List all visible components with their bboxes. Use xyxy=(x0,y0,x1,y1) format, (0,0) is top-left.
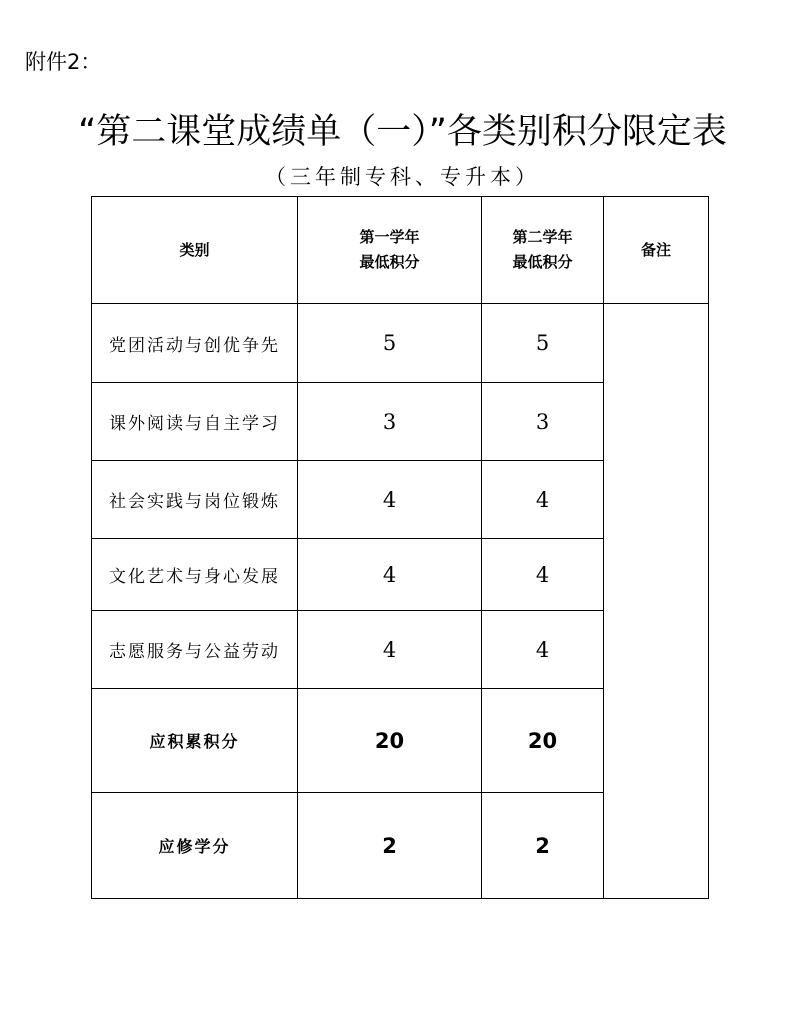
credits-year2: 2 xyxy=(482,793,604,899)
year2-value: 4 xyxy=(482,611,604,689)
year2-value: 4 xyxy=(482,539,604,611)
credits-year1: 2 xyxy=(298,793,482,899)
year1-value: 3 xyxy=(298,383,482,461)
remarks-cell xyxy=(604,304,709,899)
document-subtitle: （三年制专科、专升本） xyxy=(265,165,540,189)
year1-value: 4 xyxy=(298,539,482,611)
year1-value: 4 xyxy=(298,461,482,539)
category-cell: 志愿服务与公益劳动 xyxy=(92,611,298,689)
header-year1-line1: 第一学年 xyxy=(359,228,420,246)
category-cell: 文化艺术与身心发展 xyxy=(92,539,298,611)
points-limit-table xyxy=(91,196,709,899)
header-row xyxy=(92,197,709,304)
total-points-year2: 20 xyxy=(482,689,604,793)
document-title: “第二课堂成绩单（一）”各类别积分限定表 xyxy=(78,112,727,152)
header-year2 xyxy=(482,197,604,304)
category-cell: 课外阅读与自主学习 xyxy=(92,383,298,461)
year2-value: 5 xyxy=(482,304,604,383)
header-category-label: 类别 xyxy=(179,240,210,259)
header-year2-line2: 最低积分 xyxy=(512,253,573,271)
header-year2-line1: 第二学年 xyxy=(512,228,573,246)
category-cell: 社会实践与岗位锻炼 xyxy=(92,461,298,539)
header-remarks-label: 备注 xyxy=(640,240,671,259)
table-row xyxy=(92,304,709,383)
category-cell: 党团活动与创优争先 xyxy=(92,304,298,383)
year1-value: 5 xyxy=(298,304,482,383)
header-remarks xyxy=(604,197,709,304)
header-year1 xyxy=(298,197,482,304)
credits-label: 应修学分 xyxy=(92,793,298,899)
total-points-year1: 20 xyxy=(298,689,482,793)
header-category xyxy=(92,197,298,304)
year2-value: 3 xyxy=(482,383,604,461)
total-points-label: 应积累积分 xyxy=(92,689,298,793)
header-year1-line2: 最低积分 xyxy=(359,253,420,271)
attachment-label: 附件2： xyxy=(25,50,102,74)
year1-value: 4 xyxy=(298,611,482,689)
year2-value: 4 xyxy=(482,461,604,539)
